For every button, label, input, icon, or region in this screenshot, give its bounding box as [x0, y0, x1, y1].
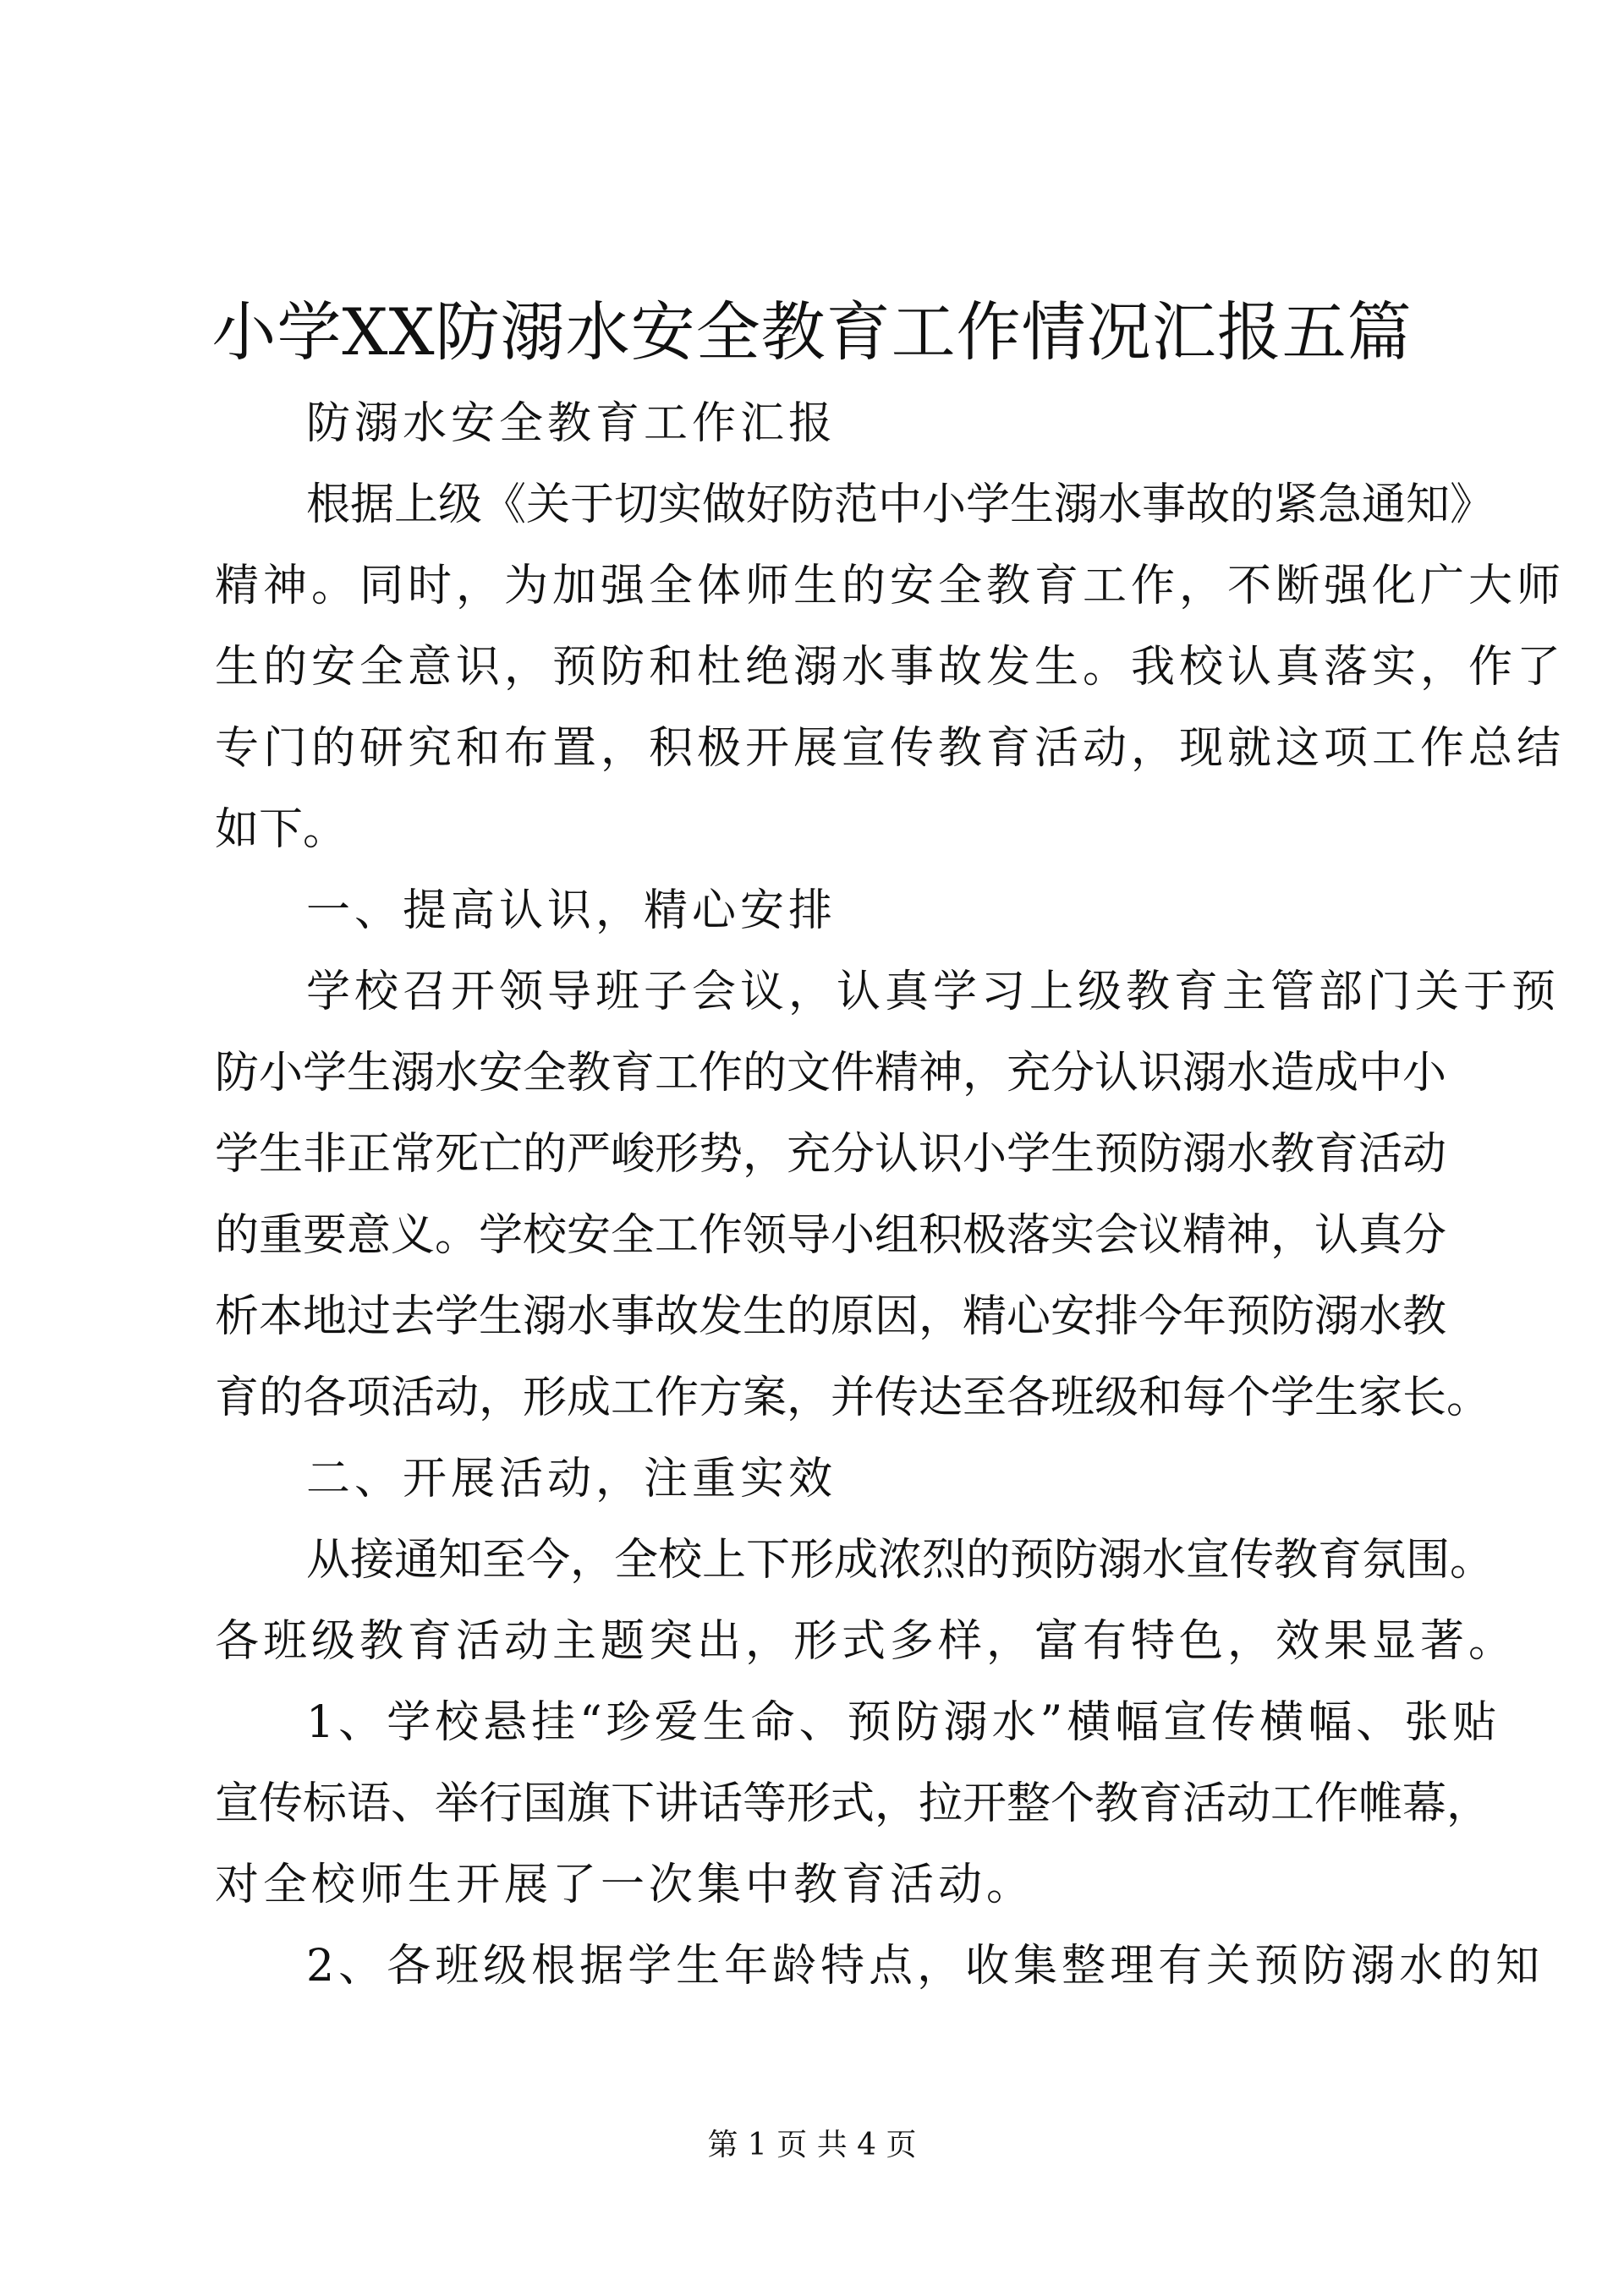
paragraph-line: 1、学校悬挂“珍爱生命、预防溺水”横幅宣传横幅、张贴: [306, 1697, 1501, 1748]
document-body: [215, 383, 1566, 2007]
paragraph-line: 学校召开领导班子会议，认真学习上级教育主管部门关于预: [306, 967, 1561, 1017]
page-footer: 第 1 页 共 4 页: [707, 2128, 917, 2162]
paragraph-line: 如下。: [215, 804, 348, 855]
paragraph-line: 专门的研究和布置，积极开展宣传教育活动，现就这项工作总结: [215, 723, 1566, 774]
paragraph-line: 防小学生溺水安全教育工作的文件精神，充分认识溺水造成中小: [215, 1048, 1447, 1099]
paragraph-line: 从接通知至今，全校上下形成浓烈的预防溺水宣传教育氛围。: [306, 1535, 1495, 1586]
paragraph-line: 生的安全意识，预防和杜绝溺水事故发生。我校认真落实，作了: [215, 642, 1566, 693]
paragraph-line: 育的各项活动，形成工作方案，并传达至各班级和每个学生家长。: [215, 1373, 1491, 1423]
paragraph-line: 析本地过去学生溺水事故发生的原因，精心安排今年预防溺水教: [215, 1291, 1447, 1342]
section-heading: 防溺水安全教育工作汇报: [306, 398, 837, 449]
section-heading: 一、提高认识，精心安排: [306, 885, 837, 936]
paragraph-line: 2、各班级根据学生年龄特点，收集整理有关预防溺水的知: [306, 1941, 1544, 1992]
paragraph-line: 精神。同时，为加强全体师生的安全教育工作，不断强化广大师: [215, 561, 1566, 611]
paragraph-line: 宣传标语、举行国旗下讲话等形式，拉开整个教育活动工作帷幕，: [215, 1778, 1491, 1829]
paragraph-line: 各班级教育活动主题突出，形式多样，富有特色，效果显著。: [215, 1616, 1517, 1667]
paragraph-line: 的重要意义。学校安全工作领导小组积极落实会议精神，认真分: [215, 1210, 1447, 1261]
section-heading: 二、开展活动，注重实效: [306, 1454, 837, 1504]
paragraph-line: 对全校师生开展了一次集中教育活动。: [215, 1860, 1035, 1910]
document-title: 小学XX防溺水安全教育工作情况汇报五篇: [211, 294, 1413, 370]
paragraph-line: 学生非正常死亡的严峻形势，充分认识小学生预防溺水教育活动: [215, 1129, 1447, 1180]
paragraph-line: 根据上级《关于切实做好防范中小学生溺水事故的紧急通知》: [306, 479, 1495, 530]
